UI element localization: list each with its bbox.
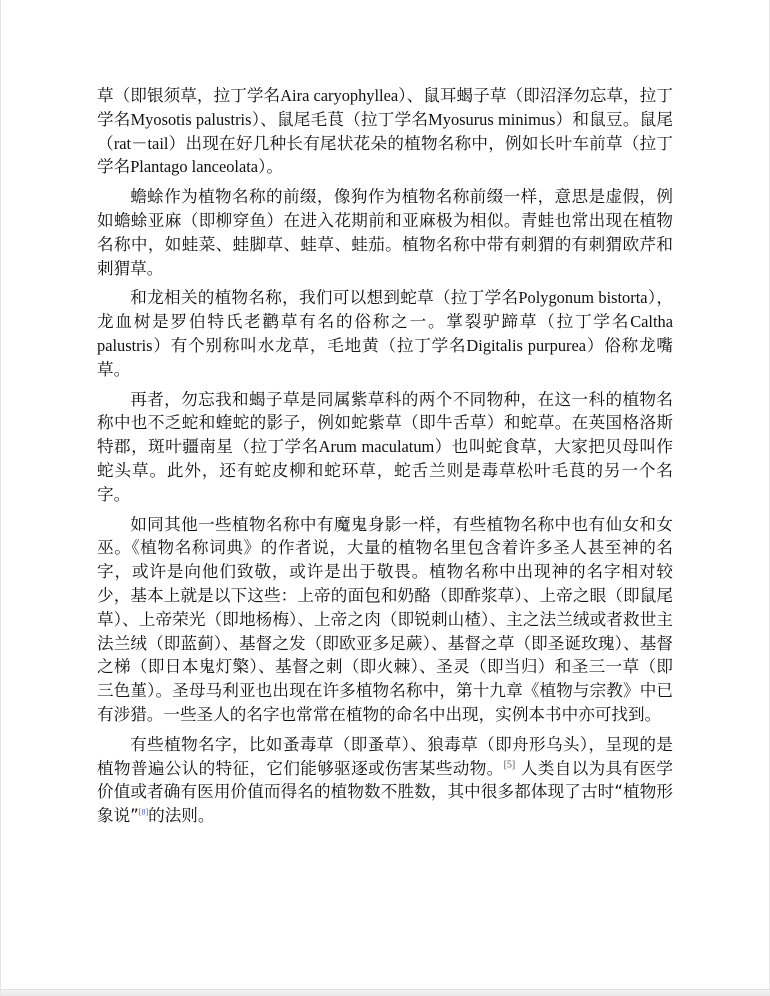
latin-name: Aira caryophyllea bbox=[280, 86, 399, 105]
latin-name: Arum maculatum bbox=[318, 437, 435, 457]
text-run: 人类自以为具有医学价值或者确有医用价值而得名的植物数不胜数，其中很多都体现了古时“植物形象说” bbox=[97, 758, 673, 826]
paragraph-1 bbox=[97, 84, 673, 179]
latin-name: Caltha palustris bbox=[97, 312, 673, 355]
text-run: ）、鼠耳蝎子草（即沼泽勿忘草，拉丁学名 bbox=[97, 86, 674, 129]
footnote-link[interactable]: [8] bbox=[138, 807, 149, 817]
latin-name: Polygonum bistorta bbox=[518, 288, 648, 308]
text-run: 草（即银须草，拉丁学名 bbox=[97, 86, 281, 105]
latin-name: Myosotis palustris bbox=[130, 109, 252, 129]
text-run: 如同其他一些植物名称中有魔鬼身影一样，有些植物名称中也有仙女和女巫。《植物名称词典》的作者说，大量的植物名里包含着许多圣人甚至神的名字，或许是向他们致敬，或许是出于敬畏。植物名称中出现神的名字相对较少，基本上就是以下这些：上帝的面包和奶酪（即酢浆草）、上帝之眼（即鼠尾草）、上帝荣光（即地杨梅）、上帝之肉（即锐刺山楂）、主之法兰绒或者救世主法兰绒（即蓝蓟）、基督之发（即欧亚多足蕨）、基督之草（即圣诞玫瑰）、基督之梯（即日本鬼灯檠）、基督之刺（即火棘）、圣灵（即当归）和圣三一草（即三色堇）。圣母马利亚也出现在许多植物名称中，第十九章《植物与宗教》中已有涉猎。一些圣人的名字也常常在植物的命名中出现，实例本书中亦可找到。 bbox=[97, 514, 673, 724]
text-run: ）和鼠豆。鼠尾（ bbox=[97, 109, 674, 153]
page-bottom-edge bbox=[1, 989, 770, 996]
footnote-marker: [5] bbox=[503, 758, 516, 770]
text-run: ）出现在好几种长有尾状花朵的植物名称中，例如长叶车前草（拉丁学名 bbox=[97, 133, 674, 177]
text-run: ）俗称龙嘴草。 bbox=[97, 335, 673, 379]
text-run: 再者，勿忘我和蝎子草是同属紫草科的两个不同物种，在这一科的植物名称中也不乏蛇和蝰蛇的影子，例如蛇紫草（即牛舌草）和蛇草。在英国格洛斯特郡，斑叶疆南星（拉丁学名 bbox=[97, 389, 673, 457]
text-run: ）、鼠尾毛茛（拉丁学名 bbox=[251, 109, 429, 129]
latin-name: Myosurus minimus bbox=[428, 109, 556, 129]
latin-name: Digitalis purpurea bbox=[466, 335, 587, 355]
text-run: ）有个别称叫水龙草，毛地黄（拉丁学名 bbox=[152, 335, 467, 355]
body-text bbox=[97, 84, 673, 834]
text-run: ）也叫蛇食草，大家把贝母叫作蛇头草。此外，还有蛇皮柳和蛇环草，蛇舌兰则是毒草松叶毛茛的另一个名字。 bbox=[97, 437, 674, 504]
text-run: 有些植物名字，比如蚤毒草（即蚤草）、狼毒草（即舟形乌头），呈现的是植物普遍公认的特征，它们能够驱逐或伤害某些动物。 bbox=[97, 734, 673, 778]
paragraph-3 bbox=[97, 286, 673, 381]
paragraph-6-tail: 的法则。 bbox=[148, 806, 215, 826]
text-run: ），龙血树是罗伯特氏老鹳草有名的俗称之一。掌裂驴蹄草（拉丁学名 bbox=[97, 288, 674, 332]
paragraph-6 bbox=[97, 733, 673, 828]
paragraph-4 bbox=[97, 388, 673, 507]
text-run: 和龙相关的植物名称，我们可以想到蛇草（拉丁学名 bbox=[130, 288, 519, 308]
latin-name: rat－tail bbox=[113, 133, 169, 153]
paragraph-5 bbox=[97, 513, 673, 727]
paragraph-2 bbox=[97, 185, 673, 280]
text-run: 蟾蜍作为植物名称的前缀，像狗作为植物名称前缀一样，意思是虚假，例如蟾蜍亚麻（即柳穿鱼）在进入花期前和亚麻极为相似。青蛙也常出现在植物名称中，如蛙菜、蛙脚草、蛙草、蛙茄。植物名称中带有刺猬的有刺猬欧芹和刺猬草。 bbox=[97, 187, 673, 278]
text-run: ）。 bbox=[258, 157, 283, 177]
latin-name: Plantago lanceolata bbox=[130, 157, 259, 177]
